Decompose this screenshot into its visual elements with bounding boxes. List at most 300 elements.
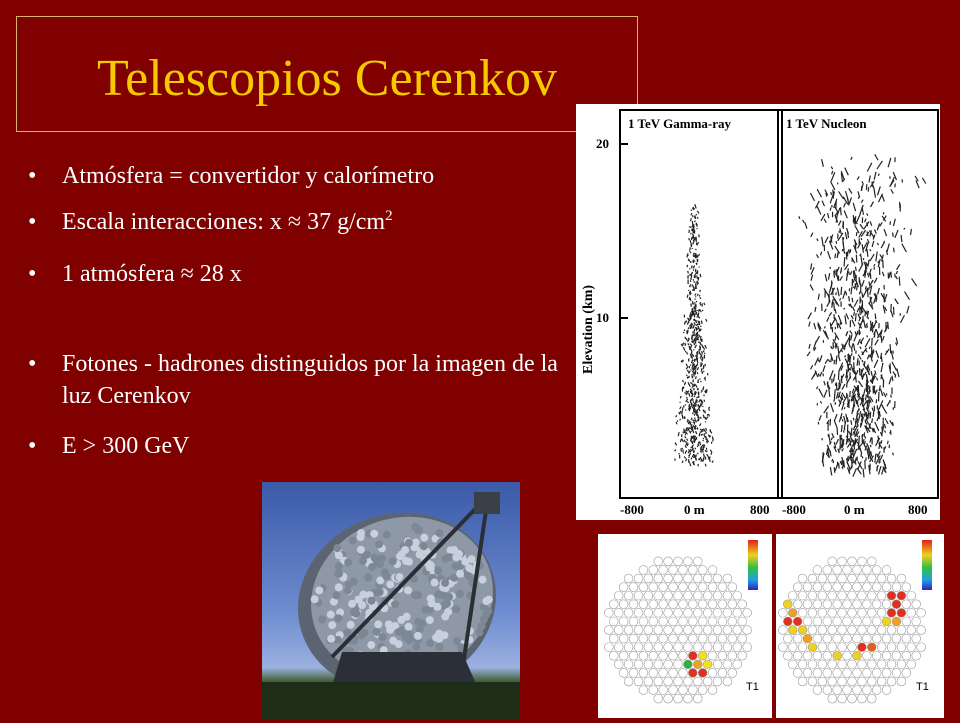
mirror-facet xyxy=(376,560,384,568)
camera-pixel xyxy=(857,694,866,703)
shower-track xyxy=(687,420,688,422)
camera-pixel xyxy=(823,583,832,592)
camera-pixel xyxy=(733,626,742,635)
shower-track xyxy=(692,289,693,290)
shower-track xyxy=(841,287,842,295)
camera-pixel xyxy=(818,643,827,652)
camera-pixel xyxy=(693,677,702,686)
camera-pixel xyxy=(683,574,692,583)
shower-track xyxy=(690,314,691,317)
shower-track xyxy=(892,422,893,426)
shower-track xyxy=(851,453,852,455)
mirror-facet xyxy=(452,562,460,570)
camera-pixel xyxy=(877,677,886,686)
shower-track xyxy=(863,469,864,478)
shower-track xyxy=(883,212,884,214)
shower-track xyxy=(687,370,689,373)
shower-track xyxy=(691,243,692,245)
x-tick-label: 0 m xyxy=(684,502,705,517)
mirror-facet xyxy=(445,593,453,601)
shower-track xyxy=(703,366,704,370)
camera-pixel xyxy=(629,617,638,626)
shower-track xyxy=(683,387,684,389)
shower-track xyxy=(706,319,707,322)
camera-pixel xyxy=(912,617,921,626)
camera-pixel xyxy=(823,634,832,643)
shower-track xyxy=(701,446,702,449)
shower-track xyxy=(854,300,858,307)
shower-track xyxy=(829,434,831,444)
shower-track xyxy=(875,339,878,345)
camera-pixel xyxy=(634,660,643,669)
camera-pixel xyxy=(713,626,722,635)
shower-track xyxy=(837,428,838,435)
camera-pixel xyxy=(848,677,857,686)
shower-track xyxy=(881,363,883,372)
shower-track xyxy=(901,315,905,323)
shower-track xyxy=(844,308,845,310)
camera-pixel xyxy=(897,643,906,652)
shower-track xyxy=(694,385,695,386)
camera-pixel xyxy=(664,591,673,600)
camera-pixel xyxy=(669,617,678,626)
camera-pixel xyxy=(688,600,697,609)
shower-track xyxy=(859,436,860,445)
ground-trees xyxy=(262,682,520,720)
shower-track xyxy=(855,267,856,271)
shower-track xyxy=(694,329,695,332)
shower-track xyxy=(842,384,845,389)
camera-pixel xyxy=(867,591,876,600)
camera-pixel xyxy=(907,660,916,669)
bullet-item xyxy=(28,160,434,192)
shower-track xyxy=(891,189,894,193)
camera-pixel xyxy=(833,566,842,575)
shower-track xyxy=(805,222,807,229)
shower-track xyxy=(692,449,693,451)
x-tick-label: -800 xyxy=(620,502,644,517)
camera-pixel xyxy=(629,634,638,643)
shower-track xyxy=(817,189,821,197)
shower-track xyxy=(826,193,827,197)
shower-track xyxy=(854,312,855,316)
mirror-facet xyxy=(311,595,319,603)
mirror-facet xyxy=(335,570,343,578)
y-axis-label: Elevation (km) xyxy=(581,285,596,374)
shower-track xyxy=(685,409,686,410)
shower-track xyxy=(690,422,691,426)
shower-track xyxy=(682,407,683,410)
camera-pixel xyxy=(838,694,847,703)
shower-track xyxy=(811,233,813,237)
shower-track xyxy=(846,252,847,260)
shower-track xyxy=(817,205,821,214)
shower-track xyxy=(696,431,697,434)
shower-track xyxy=(691,345,692,348)
shower-track xyxy=(845,355,846,357)
mirror-facet xyxy=(376,588,384,596)
shower-track xyxy=(684,440,685,443)
camera-pixel xyxy=(703,591,712,600)
camera-pixel xyxy=(808,660,817,669)
camera-pixel xyxy=(634,574,643,583)
shower-track xyxy=(865,395,866,401)
mirror-facet xyxy=(344,559,352,567)
camera-pixel xyxy=(654,626,663,635)
shower-track xyxy=(878,466,880,474)
shower-track xyxy=(837,252,838,258)
camera-pixel xyxy=(674,626,683,635)
shower-track xyxy=(705,436,706,437)
left-panel-title: 1 TeV Gamma-ray xyxy=(628,116,732,131)
shower-track xyxy=(874,172,876,180)
camera-pixel xyxy=(857,643,866,652)
shower-track xyxy=(684,456,685,458)
mirror-facet xyxy=(456,590,464,598)
shower-track xyxy=(880,222,883,226)
camera-pixel xyxy=(683,643,692,652)
camera-pixel xyxy=(828,677,837,686)
shower-track xyxy=(901,235,902,242)
shower-track xyxy=(843,242,844,250)
shower-track xyxy=(897,264,900,269)
mirror-facet xyxy=(360,629,368,637)
shower-track xyxy=(703,429,705,432)
shower-track xyxy=(859,368,860,375)
camera-pixel xyxy=(862,634,871,643)
shower-track xyxy=(697,323,698,325)
shower-track xyxy=(694,343,695,346)
shower-track xyxy=(702,460,703,461)
shower-track xyxy=(688,427,689,430)
camera-pixel xyxy=(659,566,668,575)
shower-track xyxy=(832,299,833,304)
camera-pixel xyxy=(853,634,862,643)
mirror-facet xyxy=(389,557,397,565)
shower-track xyxy=(820,372,822,376)
camera-pixel xyxy=(693,694,702,703)
shower-track xyxy=(690,401,692,404)
shower-track xyxy=(840,445,841,451)
camera-pixel xyxy=(674,557,683,566)
shower-track xyxy=(709,407,710,408)
camera-pixel xyxy=(609,651,618,660)
shower-track xyxy=(877,243,878,245)
camera-pixel xyxy=(614,643,623,652)
camera-pixel xyxy=(872,600,881,609)
camera-pixel xyxy=(838,660,847,669)
camera-pixel xyxy=(708,600,717,609)
shower-track xyxy=(845,168,849,176)
mirror-facet xyxy=(411,591,419,599)
shower-track xyxy=(861,413,862,417)
camera-pixel xyxy=(887,660,896,669)
shower-track xyxy=(916,180,919,188)
shower-track xyxy=(696,214,697,215)
mirror-facet xyxy=(383,531,391,539)
camera-pixel xyxy=(848,574,857,583)
shower-track xyxy=(873,410,874,417)
shower-track xyxy=(867,326,868,329)
camera-image-gamma xyxy=(598,534,772,718)
mirror-facet xyxy=(432,634,440,642)
shower-track xyxy=(691,382,692,384)
shower-track xyxy=(694,420,695,421)
shower-track xyxy=(815,307,816,312)
bullet-item xyxy=(28,258,242,290)
camera-pixel xyxy=(728,583,737,592)
mirror-facet xyxy=(426,563,434,571)
mirror-facet xyxy=(359,557,367,565)
shower-track xyxy=(818,294,819,300)
shower-track xyxy=(696,282,697,283)
shower-track xyxy=(876,278,877,281)
shower-track xyxy=(879,194,883,202)
camera-pixel xyxy=(649,686,658,695)
shower-track xyxy=(699,309,701,312)
camera-pixel xyxy=(843,686,852,695)
camera-pixel xyxy=(718,651,727,660)
camera-pixel xyxy=(882,583,891,592)
shower-track xyxy=(700,275,701,277)
shower-track xyxy=(872,459,873,461)
shower-track xyxy=(895,299,899,304)
camera-pixel xyxy=(793,600,802,609)
camera-pixel xyxy=(882,686,891,695)
gamma-shower-tracks xyxy=(675,204,714,466)
mirror-facet xyxy=(430,579,438,587)
camera-pixel xyxy=(634,643,643,652)
shower-track xyxy=(905,292,910,300)
mirror-facet xyxy=(412,538,420,546)
shower-track xyxy=(712,436,713,439)
camera-pixel xyxy=(788,643,797,652)
shower-track xyxy=(683,347,685,350)
shower-track xyxy=(684,321,685,324)
camera-pixel xyxy=(688,583,697,592)
shower-track xyxy=(844,203,846,208)
camera-pixel xyxy=(713,660,722,669)
shower-track xyxy=(842,448,844,451)
shower-track xyxy=(872,418,873,423)
camera-pixel xyxy=(892,600,901,609)
camera-pixel xyxy=(788,608,797,617)
camera-pixel xyxy=(813,651,822,660)
shower-track xyxy=(862,293,863,298)
shower-track xyxy=(891,311,893,317)
shower-track xyxy=(819,415,821,420)
shower-track xyxy=(844,257,845,266)
shower-track xyxy=(688,422,689,424)
camera-pixel xyxy=(912,634,921,643)
camera-pixel xyxy=(813,583,822,592)
camera-pixel xyxy=(654,608,663,617)
shower-track xyxy=(868,260,869,267)
camera-pixel xyxy=(679,617,688,626)
camera-pixel xyxy=(708,566,717,575)
camera-pixel xyxy=(708,651,717,660)
shower-track xyxy=(834,398,835,402)
shower-track xyxy=(857,358,858,365)
shower-track xyxy=(884,229,886,236)
camera-pixel xyxy=(902,634,911,643)
camera-pixel xyxy=(838,557,847,566)
shower-track xyxy=(879,386,880,392)
shower-track xyxy=(683,361,684,362)
shower-track xyxy=(698,442,699,444)
camera-pixel xyxy=(723,677,732,686)
camera-pixel xyxy=(669,600,678,609)
shower-track xyxy=(809,344,810,349)
shower-track xyxy=(844,416,845,420)
camera-pixel xyxy=(683,660,692,669)
shower-track xyxy=(822,201,824,207)
shower-track xyxy=(702,344,704,347)
shower-track xyxy=(695,384,697,387)
shower-track xyxy=(868,273,869,275)
camera-pixel xyxy=(857,677,866,686)
shower-track xyxy=(825,359,828,364)
camera-pixel xyxy=(703,677,712,686)
shower-track xyxy=(822,159,824,166)
camera-pixel xyxy=(867,574,876,583)
shower-track xyxy=(858,355,861,360)
mirror-facet xyxy=(414,526,422,534)
camera-pixel xyxy=(718,668,727,677)
bullet-item xyxy=(28,348,558,412)
camera-pixel xyxy=(604,643,613,652)
shower-track xyxy=(683,380,684,382)
camera-pixel xyxy=(619,583,628,592)
camera-pixel xyxy=(897,608,906,617)
camera-pixel xyxy=(649,600,658,609)
shower-track xyxy=(853,286,854,288)
shower-track xyxy=(675,443,677,446)
shower-track xyxy=(815,358,819,366)
camera-pixel xyxy=(867,626,876,635)
shower-track xyxy=(892,376,893,381)
shower-track xyxy=(705,417,706,420)
shower-track xyxy=(880,389,882,396)
camera-pixel xyxy=(833,686,842,695)
camera-pixel xyxy=(723,608,732,617)
shower-track xyxy=(696,301,697,302)
shower-track xyxy=(700,423,701,426)
color-scale xyxy=(922,540,932,590)
shower-track xyxy=(867,288,868,297)
shower-track xyxy=(862,376,863,379)
camera-pixel xyxy=(803,600,812,609)
shower-track xyxy=(696,224,697,225)
camera-pixel xyxy=(624,608,633,617)
mirror-facet xyxy=(396,552,404,560)
camera-pixels xyxy=(604,557,751,703)
shower-track xyxy=(870,280,873,286)
camera-pixel xyxy=(813,617,822,626)
shower-track xyxy=(687,439,688,441)
shower-track xyxy=(884,392,886,397)
shower-track xyxy=(836,356,837,365)
shower-track xyxy=(884,446,886,449)
camera-pixel xyxy=(848,557,857,566)
camera-pixel xyxy=(659,617,668,626)
shower-track xyxy=(685,436,686,438)
shower-track xyxy=(811,275,813,281)
shower-track xyxy=(863,398,864,401)
camera-pixel xyxy=(703,608,712,617)
shower-track xyxy=(824,390,827,398)
shower-track xyxy=(687,352,688,355)
mirror-facet xyxy=(344,587,352,595)
shower-track xyxy=(704,433,705,434)
shower-track xyxy=(826,450,827,455)
shower-track xyxy=(689,231,690,233)
shower-track xyxy=(912,278,917,286)
camera-pixel xyxy=(892,583,901,592)
camera-pixel xyxy=(683,677,692,686)
camera-pixel xyxy=(798,608,807,617)
y-tick-label: 10 xyxy=(596,310,609,325)
camera-pixel xyxy=(654,591,663,600)
camera-pixel xyxy=(708,617,717,626)
shower-track xyxy=(697,358,698,361)
camera-pixel xyxy=(843,617,852,626)
camera-pixel xyxy=(917,626,926,635)
camera-pixel xyxy=(728,634,737,643)
camera-pixel xyxy=(818,626,827,635)
camera-pixel xyxy=(649,617,658,626)
shower-track xyxy=(875,154,878,160)
camera-pixel xyxy=(624,591,633,600)
shower-track xyxy=(680,407,682,409)
shower-track xyxy=(883,407,887,414)
shower-track xyxy=(684,330,685,331)
bullet-item xyxy=(28,206,393,238)
shower-track xyxy=(870,249,871,251)
camera-pixel xyxy=(877,643,886,652)
shower-track xyxy=(675,449,676,451)
shower-track xyxy=(692,335,693,339)
shower-track xyxy=(699,295,700,296)
camera-pixel xyxy=(713,677,722,686)
shower-track xyxy=(694,281,695,282)
shower-track xyxy=(812,371,817,379)
camera-pixel xyxy=(644,608,653,617)
shower-track xyxy=(828,213,829,218)
shower-track xyxy=(694,414,695,416)
shower-track xyxy=(857,286,858,290)
shower-track xyxy=(840,298,841,300)
shower-track xyxy=(679,412,680,413)
mirror-facet xyxy=(348,600,356,608)
shower-track xyxy=(875,422,879,431)
mirror-facet xyxy=(382,572,390,580)
shower-track xyxy=(824,309,826,312)
title-frame xyxy=(16,16,638,132)
camera-pixel xyxy=(823,600,832,609)
shower-track xyxy=(696,367,697,370)
shower-track xyxy=(693,430,694,433)
telescope-label: T1 xyxy=(916,681,929,693)
shower-track xyxy=(887,402,890,407)
camera-pixel xyxy=(803,668,812,677)
camera-pixel xyxy=(892,668,901,677)
shower-track xyxy=(700,353,701,355)
mirror-facet xyxy=(335,583,343,591)
camera-pixel xyxy=(862,617,871,626)
shower-track xyxy=(852,389,854,393)
mirror-facet xyxy=(400,630,408,638)
